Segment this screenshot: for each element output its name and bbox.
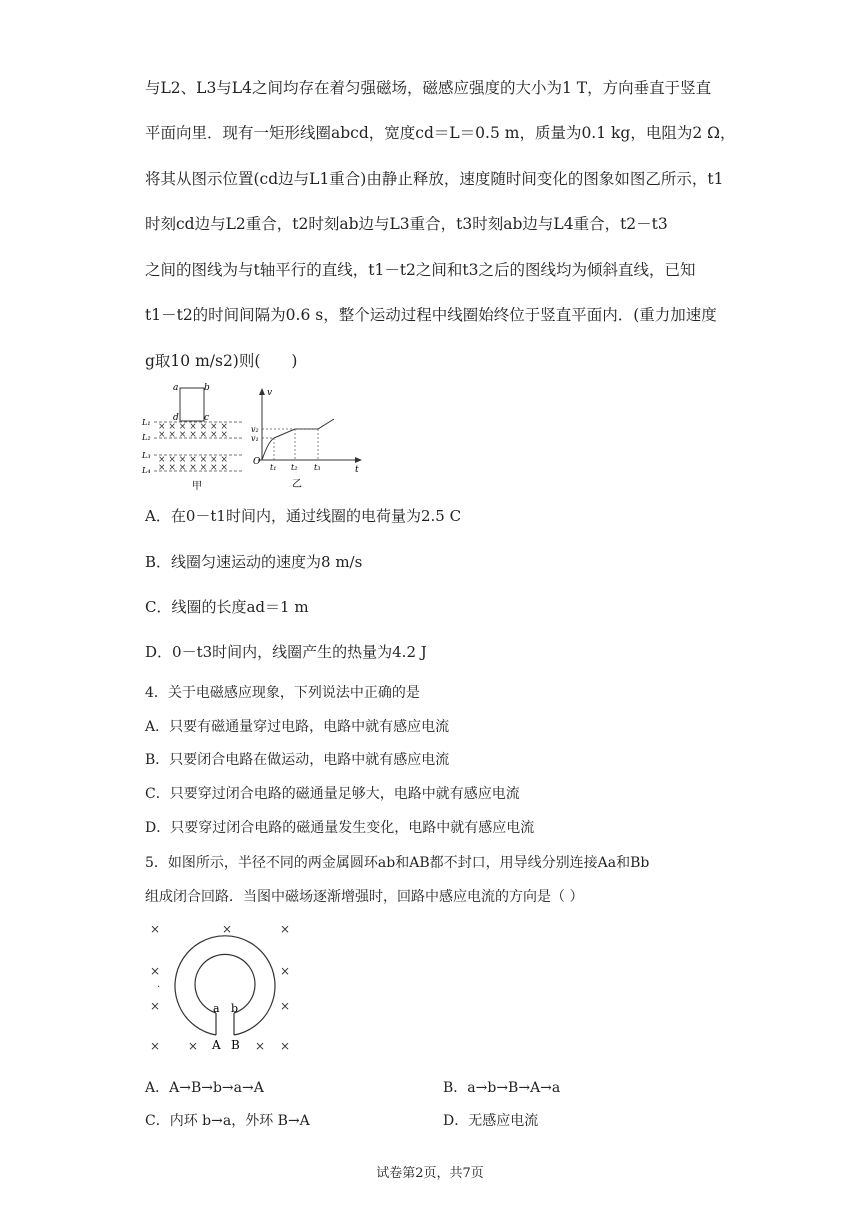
field-crosses <box>150 922 290 1053</box>
origin-label: O <box>253 457 261 467</box>
coil-abcd <box>180 388 204 421</box>
q3-figure <box>140 378 370 494</box>
coil-label-c: c <box>204 413 210 423</box>
label-a: a <box>213 1002 220 1015</box>
field-crosses-upper <box>158 422 228 440</box>
inner-ring <box>195 954 255 1013</box>
q5-option-c: C．内环 b→a，外环 B→A <box>145 1113 310 1129</box>
label-B: B <box>231 1038 240 1052</box>
svg-text:× × × × × × ×: × × × × × × × <box>158 430 228 440</box>
label-L3: L₃ <box>142 451 151 460</box>
label-A: A <box>212 1038 221 1052</box>
outer-ring <box>175 936 275 1035</box>
q3-option-b: B．线圈匀速运动的速度为8 m/s <box>145 553 363 571</box>
label-b: b <box>231 1002 239 1015</box>
q4-option-a: A．只要有磁通量穿过电路，电路中就有感应电流 <box>145 719 450 735</box>
stray-dot: · <box>157 982 161 993</box>
v-axis-arrow <box>259 388 265 395</box>
svg-text:×: × <box>255 1039 266 1053</box>
caption-yi: 乙 <box>292 479 302 490</box>
q3-line-4: 时刻cd边与L2重合，t2时刻ab边与L3重合，t3时刻ab边与L4重合，t2－t3 <box>145 215 668 233</box>
svg-text:× × × × × × ×: × × × × × × × <box>158 455 228 465</box>
q5-option-b: B．a→b→B→A→a <box>443 1080 561 1096</box>
q3-option-d: D．0－t3时间内，线圈产生的热量为4.2 J <box>145 643 427 661</box>
svg-text:×: × <box>280 999 291 1013</box>
q4-stem: 4．关于电磁感应现象，下列说法中正确的是 <box>145 685 420 701</box>
q4-option-b: B．只要闭合电路在做运动，电路中就有感应电流 <box>145 752 450 768</box>
coil-label-b: b <box>204 383 210 393</box>
svg-text:×: × <box>188 1039 199 1053</box>
label-t2: t₂ <box>291 463 298 472</box>
label-v1: v₁ <box>251 434 259 443</box>
t-axis-label: t <box>355 465 359 475</box>
svg-text:× × × × × × ×: × × × × × × × <box>158 422 228 432</box>
v-axis-label: v <box>267 388 273 398</box>
q5-figure <box>140 915 300 1060</box>
page-footer: 试卷第2页，共7页 <box>376 1166 484 1181</box>
svg-text:×: × <box>280 964 291 978</box>
label-L4: L₄ <box>142 466 151 475</box>
figure-yi <box>251 388 362 490</box>
q4-option-d: D．只要穿过闭合电路的磁通量发生变化，电路中就有感应电流 <box>145 820 535 836</box>
svg-text:×: × <box>150 922 161 936</box>
svg-text:×: × <box>280 922 291 936</box>
coil-label-d: d <box>173 413 179 423</box>
label-L1: L₁ <box>142 418 151 427</box>
q3-line-1: 与L2、L3与L4之间均存在着匀强磁场，磁感应强度的大小为1 T，方向垂直于竖直 <box>145 79 712 97</box>
q3-line-2: 平面向里．现有一矩形线圈abcd，宽度cd＝L＝0.5 m，质量为0.1 kg，电阻为2 Ω， <box>145 124 736 142</box>
q3-line-6: t1－t2的时间间隔为0.6 s，整个运动过程中线圈始终位于竖直平面内．(重力加速度 <box>145 306 717 324</box>
label-v2: v₂ <box>251 425 259 434</box>
q5-stem-line-1: 5．如图所示，半径不同的两金属圆环ab和AB都不封口，用导线分别连接Aa和Bb <box>145 855 650 871</box>
label-t1: t₁ <box>270 463 277 472</box>
svg-text:×: × <box>222 922 233 936</box>
q4-option-c: C．只要穿过闭合电路的磁通量足够大，电路中就有感应电流 <box>145 786 520 802</box>
q3-option-c: C．线圈的长度ad＝1 m <box>145 598 309 616</box>
label-L2: L₂ <box>142 433 151 442</box>
q5-option-a: A．A→B→b→a→A <box>145 1080 264 1096</box>
svg-text:×: × <box>280 1039 291 1053</box>
svg-text:×: × <box>150 999 161 1013</box>
t-axis-arrow <box>355 457 362 463</box>
caption-jia: 甲 <box>192 481 202 492</box>
q3-option-a: A．在0－t1时间内，通过线圈的电荷量为2.5 C <box>145 507 462 525</box>
coil-label-a: a <box>173 383 179 393</box>
q5-option-d: D．无感应电流 <box>443 1113 539 1129</box>
v-t-curve <box>262 419 334 460</box>
q3-line-7: g取10 m/s2)则( ) <box>145 352 298 370</box>
svg-text:×: × <box>150 1039 161 1053</box>
label-t3: t₃ <box>314 463 321 472</box>
field-crosses-lower <box>158 455 228 473</box>
q3-line-5: 之间的图线为与t轴平行的直线，t1－t2之间和t3之后的图线均为倾斜直线，已知 <box>145 261 696 279</box>
figure-jia <box>141 383 244 492</box>
svg-text:× × × × × × ×: × × × × × × × <box>158 463 228 473</box>
q3-line-3: 将其从图示位置(cd边与L1重合)由静止释放，速度随时间变化的图象如图乙所示，t1 <box>145 170 724 188</box>
svg-text:×: × <box>150 964 161 978</box>
q5-stem-line-2: 组成闭合回路．当图中磁场逐渐增强时，回路中感应电流的方向是（ ） <box>145 889 584 905</box>
